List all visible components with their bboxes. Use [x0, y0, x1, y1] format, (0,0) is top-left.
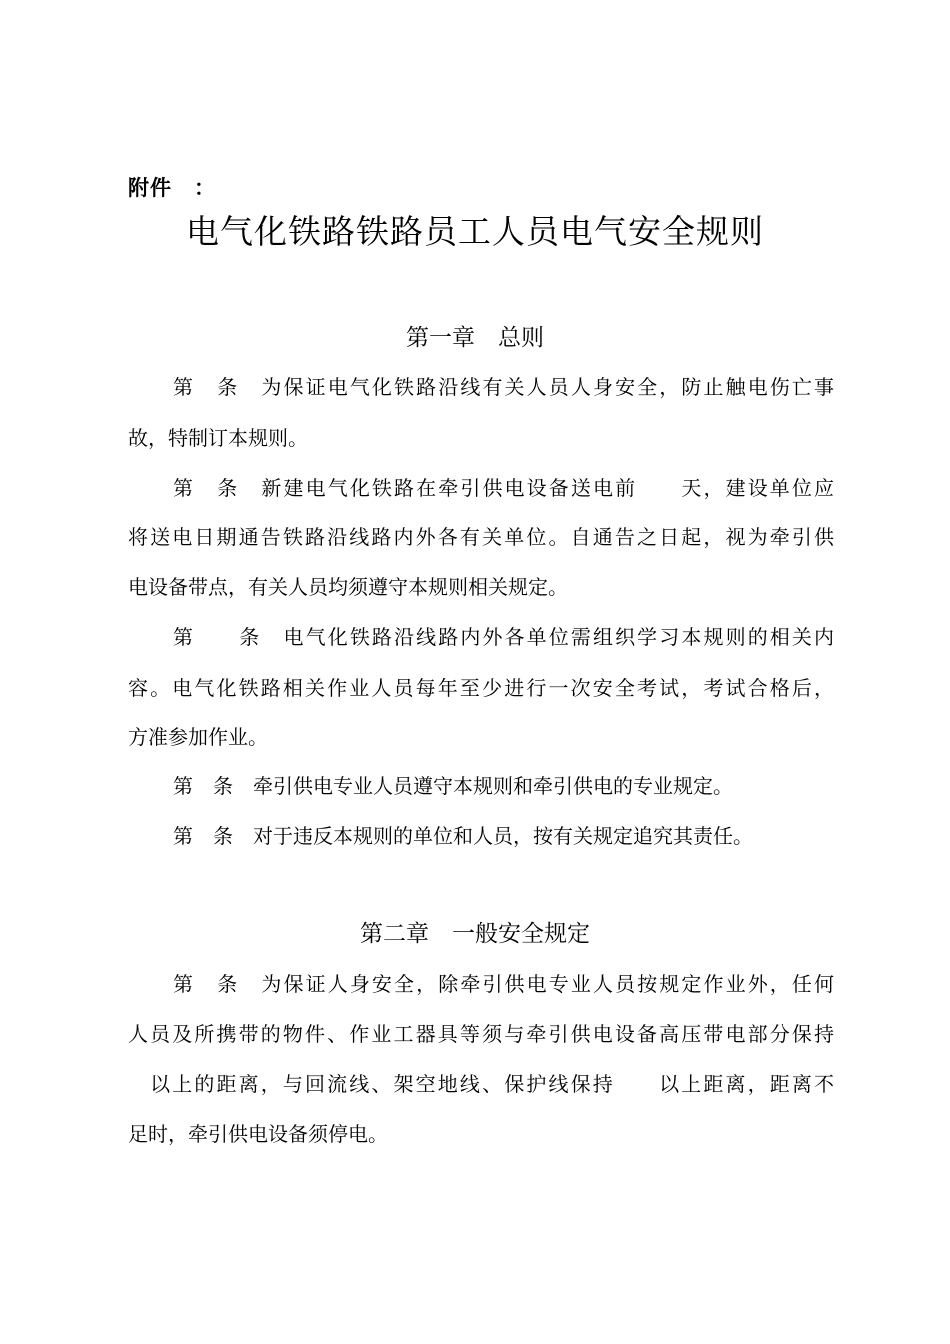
article-line: 以上的距离，与回流线、架空地线、保护线保持 以上距离，距离不 — [128, 1072, 834, 1096]
chapter-heading: 第二章 一般安全规定 — [360, 921, 590, 947]
article-line: 将送电日期通告铁路沿线路内外各有关单位。自通告之日起，视为牵引供 — [128, 525, 834, 549]
article-line: 第 条 为保证人身安全，除牵引供电专业人员按规定作业外，任何 — [173, 972, 834, 996]
article-line: 方准参加作业。 — [128, 725, 268, 749]
article-line: 容。电气化铁路相关作业人员每年至少进行一次安全考试，考试合格后， — [128, 676, 834, 700]
article-line: 第 条 为保证电气化铁路沿线有关人员人身安全，防止触电伤亡事 — [173, 375, 834, 399]
article-line: 足时，牵引供电设备须停电。 — [128, 1122, 388, 1146]
document-title: 电气化铁路铁路员工人员电气安全规则 — [186, 212, 764, 251]
article-line: 第 条 对于违反本规则的单位和人员，按有关规定追究其责任。 — [173, 824, 753, 848]
article-line: 第 条 牵引供电专业人员遵守本规则和牵引供电的专业规定。 — [173, 774, 733, 798]
article-line: 第 条 新建电气化铁路在牵引供电设备送电前 天，建设单位应 — [173, 476, 834, 500]
article-line: 第 条 电气化铁路沿线路内外各单位需组织学习本规则的相关内 — [173, 625, 834, 649]
chapter-heading: 第一章 总则 — [406, 325, 544, 351]
article-line: 人员及所携带的物件、作业工器具等须与牵引供电设备高压带电部分保持 — [128, 1022, 834, 1046]
attachment-label: 附件 ： — [128, 176, 216, 200]
article-line: 电设备带点，有关人员均须遵守本规则相关规定。 — [128, 575, 568, 599]
article-line: 故，特制订本规则。 — [128, 426, 308, 450]
